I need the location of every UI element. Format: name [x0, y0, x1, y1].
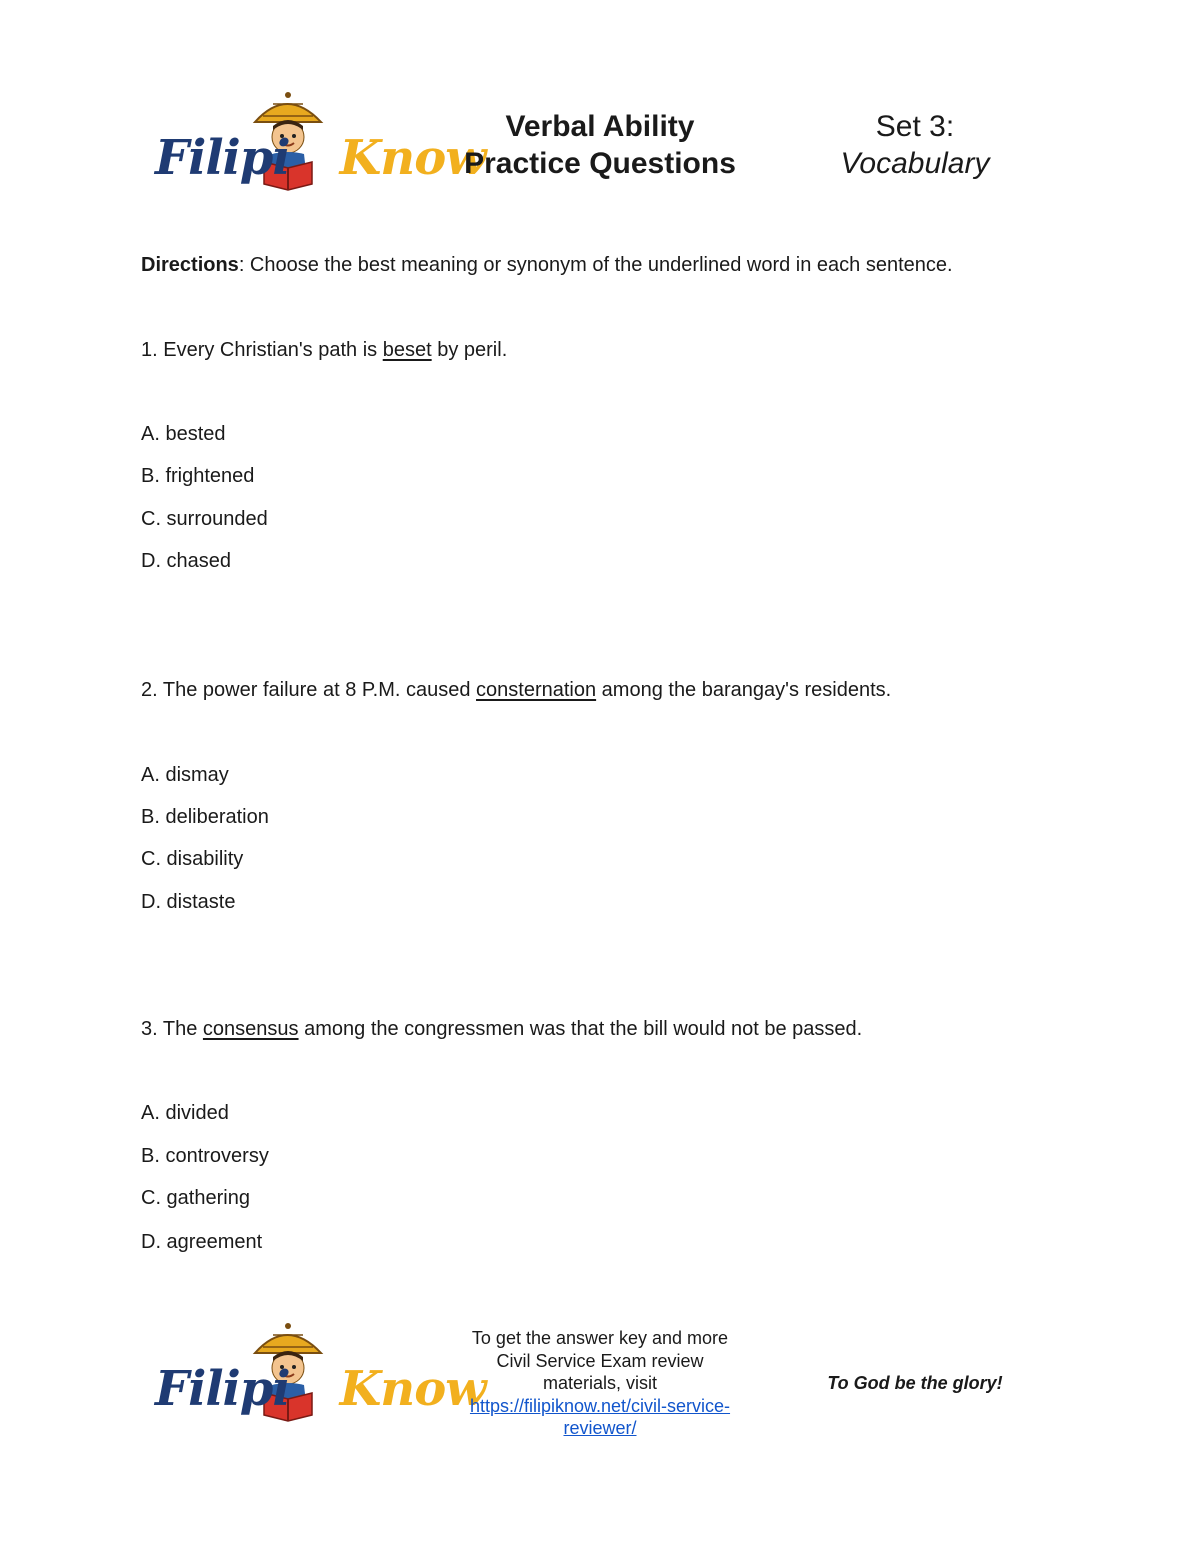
question-3 — [141, 1017, 862, 1041]
reviewer-link-line-2[interactable]: reviewer/ — [563, 1418, 637, 1438]
question-number: 1. — [141, 339, 158, 361]
logo-wordmark: Filipi Know — [155, 130, 486, 186]
choice-3a: A. divided — [141, 1102, 229, 1124]
underlined-word: consensus — [202, 1018, 299, 1040]
choice-1a: A. bested — [141, 423, 226, 445]
title-line-1: Verbal Ability — [505, 110, 695, 143]
choice-2c: C. disability — [141, 848, 244, 870]
footer-motto: To God be the glory! — [827, 1373, 1003, 1393]
choice-1b: B. frightened — [141, 465, 255, 487]
choice-3b: B. controversy — [141, 1145, 269, 1167]
question-text: The — [162, 1018, 198, 1040]
title-line-2: Practice Questions — [464, 147, 736, 180]
footer-text: Civil Service Exam review — [496, 1350, 704, 1371]
reviewer-link[interactable] — [440, 1395, 760, 1440]
question-number: 2. — [141, 679, 158, 701]
footer-text: To get the answer key and more — [471, 1328, 729, 1348]
set-number: Set 3: — [875, 110, 955, 143]
question-number: 3. — [141, 1018, 158, 1040]
reviewer-link-line-1[interactable]: https://filipiknow.net/civil-service- — [469, 1395, 731, 1416]
choice-2d: D. distaste — [141, 891, 236, 913]
choice-3d: D. agreement — [141, 1231, 263, 1253]
choice-1d: D. chased — [141, 550, 232, 572]
directions — [141, 253, 953, 277]
question-text: by peril. — [437, 339, 508, 361]
filipiknow-logo — [155, 92, 486, 202]
set-label — [820, 108, 1010, 182]
set-topic: Vocabulary — [840, 147, 990, 180]
question-text: The power failure at 8 P.M. caused — [162, 679, 471, 701]
question-text: among the barangay's residents. — [601, 679, 892, 701]
footer-filipiknow-logo — [155, 1323, 486, 1433]
page-title — [430, 108, 770, 182]
question-text: Every Christian's path is — [163, 339, 378, 361]
choice-3c: C. gathering — [141, 1187, 250, 1209]
footer-text: materials, visit — [542, 1373, 658, 1393]
directions-label: Directions — [141, 254, 239, 276]
choice-2a: A. dismay — [141, 764, 229, 786]
choice-1c: C. surrounded — [141, 508, 268, 530]
choice-2b: B. deliberation — [141, 806, 269, 828]
underlined-word: beset — [382, 339, 432, 361]
question-1 — [141, 338, 507, 362]
footer-info — [440, 1327, 760, 1440]
question-2 — [141, 678, 891, 702]
question-text: among the congressmen was that the bill would not be passed. — [304, 1018, 863, 1040]
directions-text: : Choose the best meaning or synonym of the underlined word in each sentence. — [238, 254, 953, 276]
logo-wordmark: Filipi Know — [155, 1361, 486, 1417]
underlined-word: consternation — [476, 679, 597, 701]
